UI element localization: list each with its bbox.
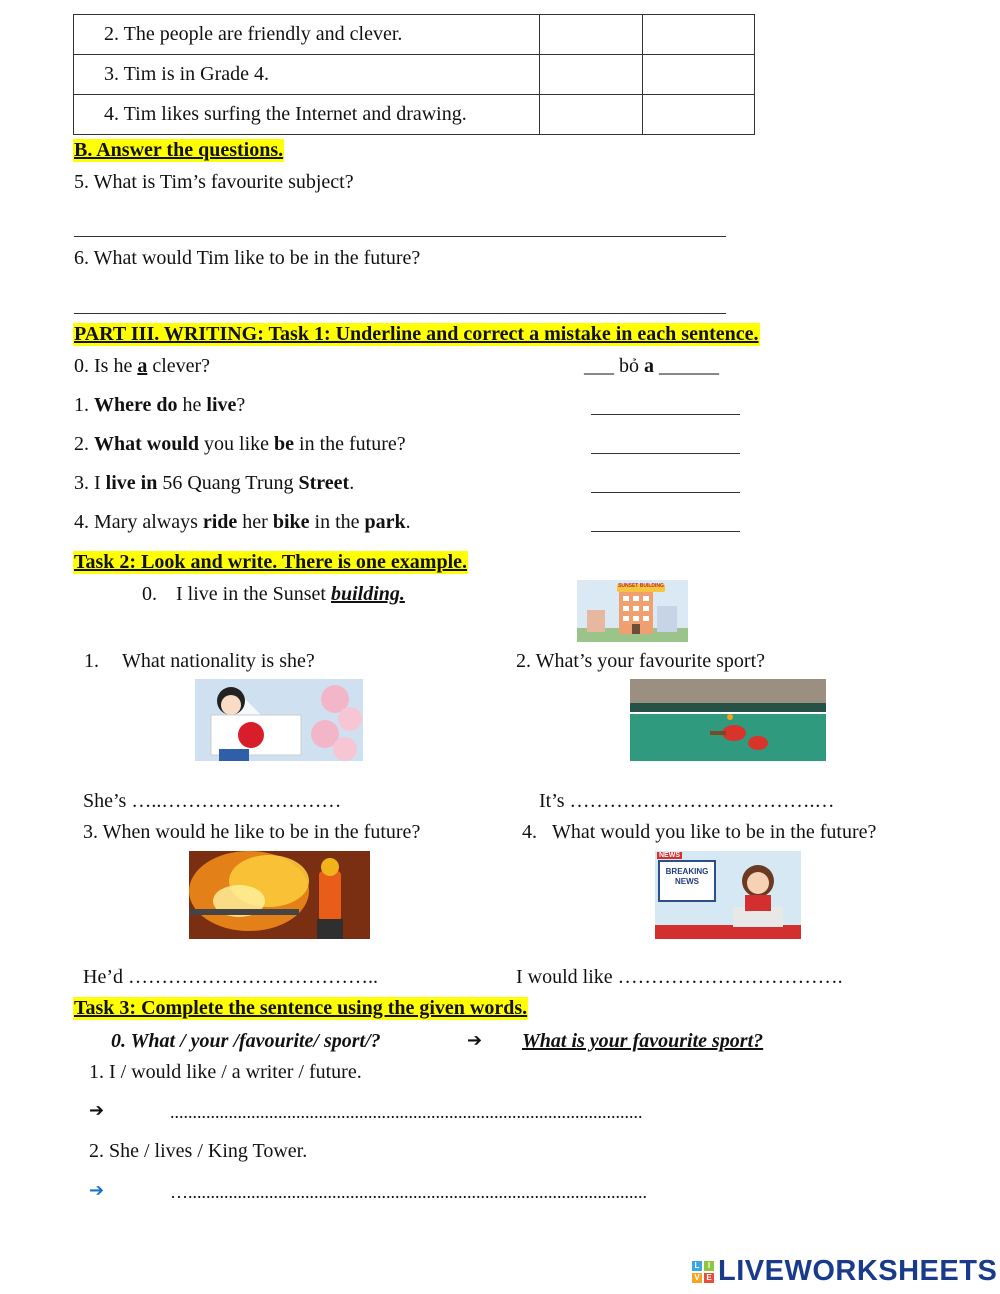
firefighter-image [189, 851, 370, 939]
example-number: 0. [142, 583, 157, 605]
news-line: BREAKING [665, 867, 709, 876]
false-answer-cell[interactable] [643, 15, 755, 55]
fire-icon [189, 851, 370, 939]
sentence-4 [74, 511, 411, 534]
part-3-heading: PART III. WRITING: Task 1: Underline and correct a mistake in each sentence. [74, 323, 759, 345]
sentence-word[interactable]: be [274, 433, 295, 455]
sentence-text[interactable]: 3. I [74, 472, 106, 494]
question-5: 5. What is Tim’s favourite subject? [74, 171, 354, 193]
logo-letter: L [692, 1261, 702, 1271]
true-answer-cell[interactable] [540, 15, 643, 55]
task-2-question-2: 2. What’s your favourite sport? [516, 650, 766, 672]
question-6: 6. What would Tim like to be in the future? [74, 247, 421, 269]
arrow-icon: ➔ [89, 1100, 105, 1121]
sentence-text[interactable]: in the [309, 511, 365, 533]
logo-icon [692, 1261, 714, 1283]
arrow-icon: ➔ [467, 1030, 483, 1051]
sentence-3 [74, 472, 354, 495]
news-line: NEWS [675, 877, 699, 886]
example-answer: building. [330, 583, 405, 605]
sentence-word[interactable]: park [364, 511, 406, 533]
mistake-word: a [137, 355, 148, 377]
correction-word: a [644, 355, 654, 377]
sentence-text[interactable]: her [237, 511, 273, 533]
sentence-word[interactable]: bike [272, 511, 310, 533]
sentence-word[interactable]: live [206, 394, 237, 416]
sentence-text: clever? [147, 355, 211, 377]
correction-text: ___ bỏ [584, 355, 644, 377]
logo-letter: I [704, 1261, 714, 1271]
table-row [74, 15, 755, 55]
sentence-1 [74, 394, 245, 417]
question-text: What would you like to be in the future? [552, 821, 877, 843]
sentence-text[interactable]: ? [236, 394, 246, 416]
answer-line-5[interactable] [74, 236, 726, 237]
false-answer-cell[interactable] [643, 95, 755, 135]
building-icon [577, 580, 688, 642]
tv-news-icon [655, 851, 801, 939]
liveworksheets-logo [692, 1255, 997, 1288]
logo-letter: E [704, 1273, 714, 1283]
answer-1[interactable]: She’s …..……………………… [83, 790, 342, 812]
sentence-2 [74, 433, 406, 456]
part-b-heading: B. Answer the questions. [74, 139, 284, 161]
answer-4[interactable]: I would like ……………………………. [516, 966, 843, 988]
task-2-example [142, 583, 405, 606]
news-tag: NEWS [659, 852, 680, 859]
task-3-heading: Task 3: Complete the sentence using the given words. [74, 997, 528, 1019]
task-3-question-1: 1. I / would like / a writer / future. [89, 1061, 362, 1083]
example-correction [584, 355, 719, 378]
japan-flag-icon [195, 679, 363, 761]
true-false-table [73, 14, 755, 135]
task-2-heading: Task 2: Look and write. There is one example. [74, 551, 467, 573]
sentence-0 [74, 355, 210, 378]
sentence-text[interactable]: 1. [74, 394, 94, 416]
question-number: 4. [522, 821, 537, 843]
sentence-word[interactable]: Street [298, 472, 350, 494]
task-3-question-2: 2. She / lives / King Tower. [89, 1140, 308, 1162]
sentence-word[interactable]: What would [94, 433, 200, 455]
japanese-girl-image [195, 679, 363, 761]
sentence-word[interactable]: Where do [94, 394, 178, 416]
question-text: What nationality is she? [122, 650, 315, 672]
logo-letter: V [692, 1273, 702, 1283]
correction-blank: ______ [654, 355, 719, 377]
sunset-building-image [577, 580, 688, 642]
logo-text: LIVEWORKSHEETS [718, 1255, 998, 1287]
sentence-text[interactable]: he [177, 394, 207, 416]
sunset-sign: SUNSET BUILDING [618, 583, 664, 589]
sentence-text[interactable]: you like [199, 433, 275, 455]
statement-cell: 4. Tim likes surfing the Internet and drawing. [74, 95, 540, 135]
task-3-answer-1[interactable]: ......................................................................................................... [170, 1102, 643, 1122]
task-3-example-answer: What is your favourite sport? [522, 1030, 764, 1052]
arrow-icon: ➔ [89, 1180, 105, 1201]
answer-line-6[interactable] [74, 313, 726, 314]
sentence-text[interactable]: . [349, 472, 355, 494]
table-row [74, 55, 755, 95]
sentence-text[interactable]: in the future? [294, 433, 406, 455]
statement-cell: 3. Tim is in Grade 4. [74, 55, 540, 95]
correction-input-4[interactable] [591, 531, 740, 532]
task-3-answer-2[interactable]: …...................................................................................................... [170, 1182, 647, 1202]
table-row [74, 95, 755, 135]
sentence-word[interactable]: ride [202, 511, 238, 533]
sentence-text[interactable]: 56 Quang Trung [157, 472, 299, 494]
task-2-question-1 [84, 650, 315, 673]
task-2-question-3: 3. When would he like to be in the future? [83, 821, 421, 843]
correction-input-1[interactable] [591, 414, 740, 415]
sentence-text: 0. Is he [74, 355, 138, 377]
breaking-news-text [663, 867, 711, 887]
false-answer-cell[interactable] [643, 55, 755, 95]
true-answer-cell[interactable] [540, 95, 643, 135]
sentence-text[interactable]: . [405, 511, 411, 533]
example-text: I live in the Sunset [176, 583, 331, 605]
true-answer-cell[interactable] [540, 55, 643, 95]
question-number: 1. [84, 650, 99, 672]
news-reporter-image [655, 851, 801, 939]
sentence-word[interactable]: live in [105, 472, 158, 494]
sentence-text[interactable]: 2. [74, 433, 94, 455]
table-tennis-icon [630, 679, 826, 761]
task-2-question-4 [522, 821, 876, 844]
answer-2[interactable]: It’s ……………………………….… [539, 790, 835, 812]
statement-cell: 2. The people are friendly and clever. [74, 15, 540, 55]
task-3-example-prompt: 0. What / your /favourite/ sport/? [111, 1030, 381, 1052]
table-tennis-image [630, 679, 826, 761]
correction-input-3[interactable] [591, 492, 740, 493]
sentence-text[interactable]: 4. Mary always [74, 511, 203, 533]
correction-input-2[interactable] [591, 453, 740, 454]
answer-3[interactable]: He’d ……………………………….. [83, 966, 378, 988]
